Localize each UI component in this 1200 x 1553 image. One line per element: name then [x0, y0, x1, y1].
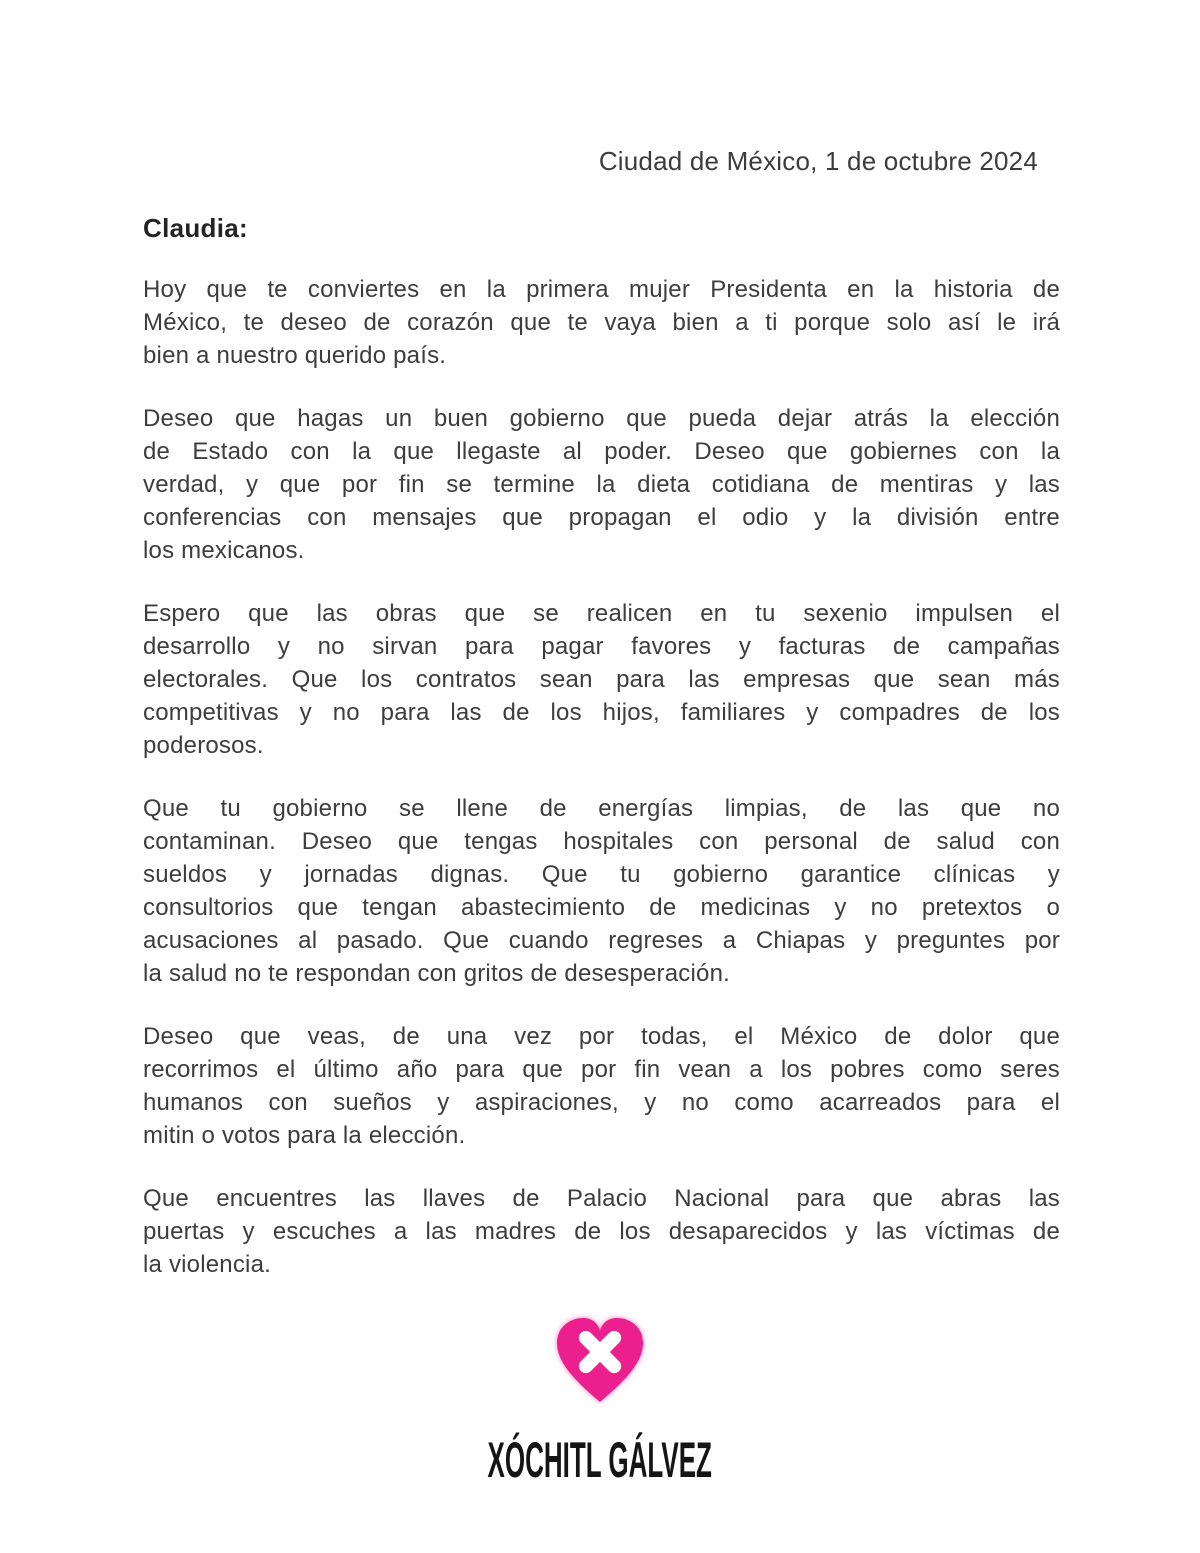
text-line: puertas y escuches a las madres de los desaparecidos y las víctimas de — [143, 1218, 1060, 1245]
letter-paragraph — [143, 792, 1060, 990]
text-line: Que tu gobierno se llene de energías limpias, de las que no — [143, 795, 1060, 822]
text-line: poderosos. — [143, 732, 264, 759]
text-line: electorales. Que los contratos sean para las empresas que sean más — [143, 666, 1060, 693]
letter-body — [143, 273, 1060, 1281]
salutation: Claudia: — [143, 213, 248, 243]
text-line: competitivas y no para las de los hijos, familiares y compadres de los — [143, 699, 1060, 726]
text-line: verdad, y que por fin se termine la dieta cotidiana de mentiras y las — [143, 471, 1060, 498]
signature-block — [0, 1312, 1200, 1489]
text-line: mitin o votos para la elección. — [143, 1122, 466, 1149]
text-line: desarrollo y no sirvan para pagar favores y facturas de campañas — [143, 633, 1060, 660]
letter-paragraph — [143, 597, 1060, 762]
letter-paragraph — [143, 402, 1060, 567]
text-line: recorrimos el último año para que por fin vean a los pobres como seres — [143, 1056, 1060, 1083]
text-line: contaminan. Deseo que tengas hospitales con personal de salud con — [143, 828, 1060, 855]
text-line: los mexicanos. — [143, 537, 305, 564]
letter-paragraph — [143, 1182, 1060, 1281]
date-line: Ciudad de México, 1 de octubre 2024 — [598, 146, 1038, 176]
text-line: la salud no te respondan con gritos de desesperación. — [143, 960, 730, 987]
text-line: la violencia. — [143, 1251, 272, 1278]
text-line: Deseo que hagas un buen gobierno que pueda dejar atrás la elección — [143, 405, 1060, 432]
text-line: Deseo que veas, de una vez por todas, el México de dolor que — [143, 1023, 1060, 1050]
letter-paragraph — [143, 1020, 1060, 1152]
text-line: consultorios que tengan abastecimiento de medicinas y no pretextos o — [143, 894, 1060, 921]
signature-name: XÓCHITL GÁLVEZ — [487, 1432, 713, 1488]
letter-content — [143, 145, 1060, 1311]
text-line: Espero que las obras que se realicen en tu sexenio impulsen el — [143, 600, 1060, 627]
text-line: humanos con sueños y aspiraciones, y no como acarreados para el — [143, 1089, 1060, 1116]
text-line: Hoy que te conviertes en la primera mujer Presidenta en la historia de — [143, 276, 1060, 303]
text-line: de Estado con la que llegaste al poder. Deseo que gobiernes con la — [143, 438, 1060, 465]
text-line: acusaciones al pasado. Que cuando regreses a Chiapas y preguntes por — [143, 927, 1060, 954]
text-line: bien a nuestro querido país. — [143, 342, 447, 369]
text-line: conferencias con mensajes que propagan el odio y la división entre — [143, 504, 1060, 531]
heart-x-logo-icon — [550, 1312, 650, 1412]
letter-paragraph — [143, 273, 1060, 372]
text-line: sueldos y jornadas dignas. Que tu gobierno garantice clínicas y — [143, 861, 1060, 888]
text-line: México, te deseo de corazón que te vaya bien a ti porque solo así le irá — [143, 309, 1060, 336]
text-line: Que encuentres las llaves de Palacio Nacional para que abras las — [143, 1185, 1060, 1212]
signature-name-wrap — [0, 1431, 1200, 1489]
